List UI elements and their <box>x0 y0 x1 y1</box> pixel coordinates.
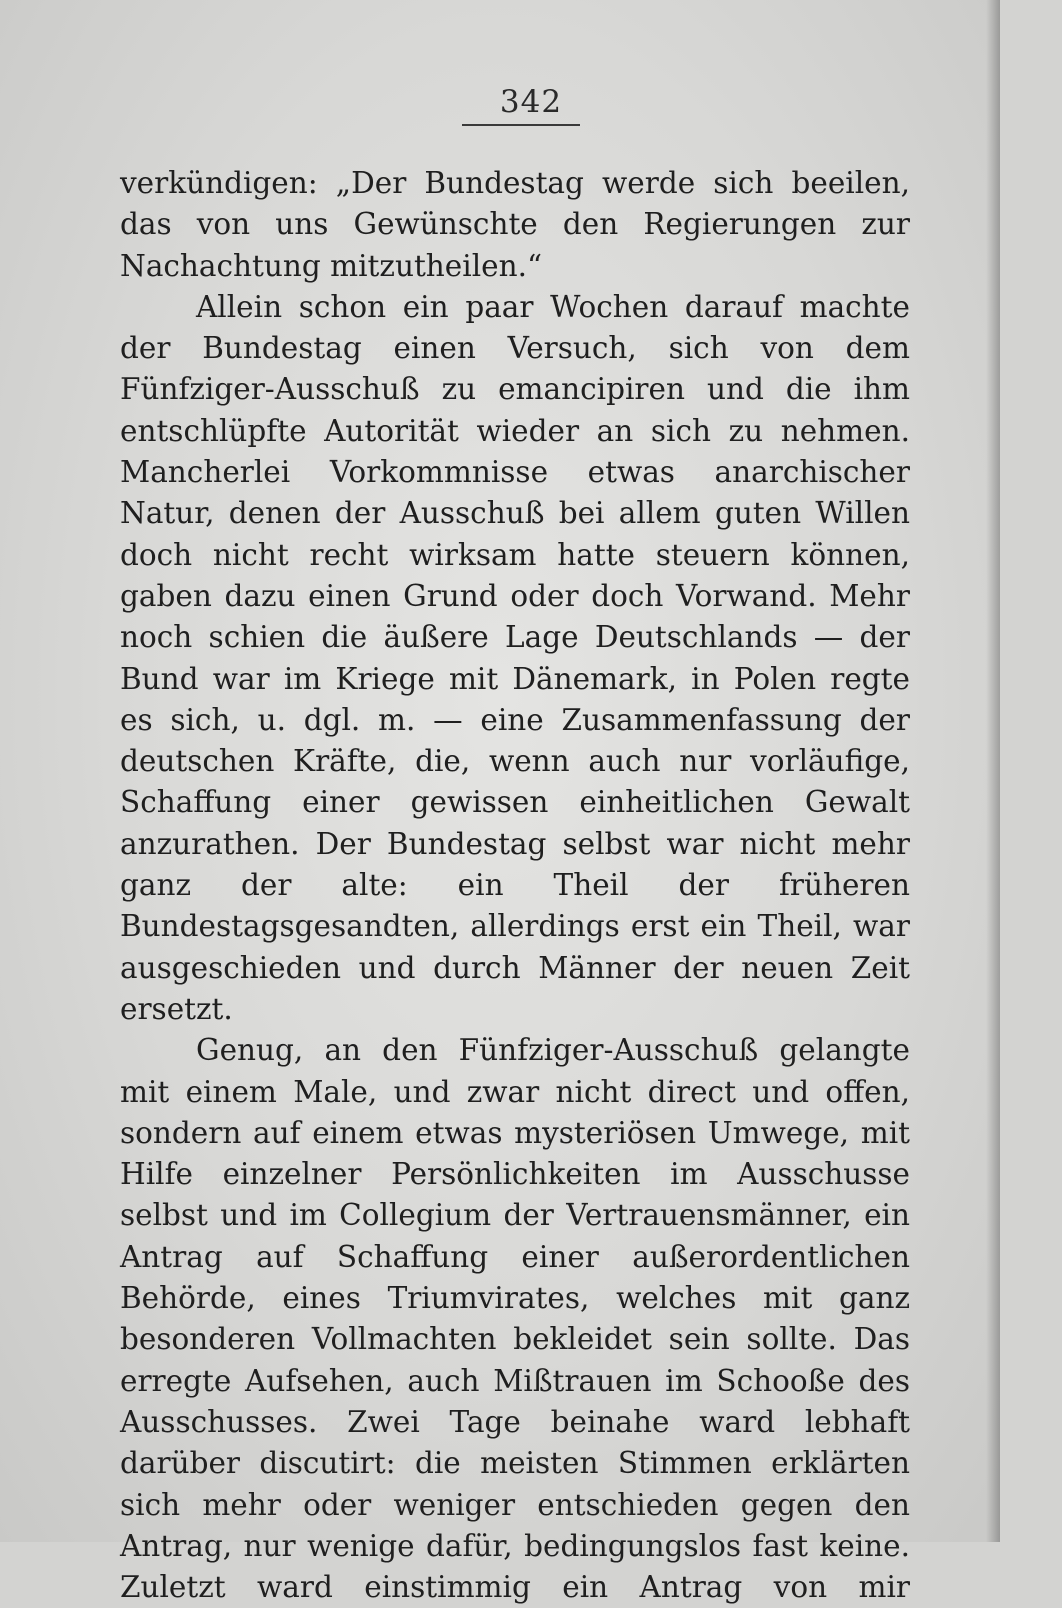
page-edge-shadow <box>986 0 1000 1542</box>
paragraph-antrag: Genug, an den Fünfziger-Ausschuß gelangte mit einem Male, und zwar nicht direct und offen, sondern auf einem etwas mysteriösen Umwege, mit Hilfe einzelner Persönlichkeiten im Ausschusse selbst und im Collegium der Vertrauensmänner, ein Antrag auf Schaffung einer außerordentlichen Behörde, eines Triumvirates, welches mit ganz besonderen Vollmachten bekleidet sein sollte. Das erregte Aufsehen, auch Mißtrauen im Schooße des Ausschusses. Zwei Tage beinahe ward lebhaft darüber discutirt: die meisten Stimmen erklärten sich mehr oder weniger entschieden gegen den Antrag, nur wenige dafür, bedingungslos fast keine. Zuletzt ward einstimmig ein Antrag von mir <box>120 1033 910 1605</box>
page-number-rule <box>462 124 580 126</box>
page-number: 342 <box>499 84 563 120</box>
paragraph-bundestag: Allein schon ein paar Wochen darauf machte der Bundestag einen Versuch, sich von dem Fünfziger-Ausschuß zu emancipiren und die ihm entschlüpfte Autorität wieder an sich zu nehmen. Mancherlei Vorkommnisse etwas anarchischer Natur, denen der Ausschuß bei allem guten Willen doch nicht recht wirksam hatte steuern können, gaben dazu einen Grund oder doch Vorwand. Mehr noch schien die äußere Lage Deutschlands — der Bund war im Kriege mit Dänemark, in Polen regte es sich, u. dgl. m. — eine Zusammenfassung der deutschen Kräfte, die, wenn auch nur vorläufige, Schaffung einer gewissen einheitlichen Gewalt anzurathen. Der Bundestag selbst war nicht mehr ganz der alte: ein Theil der früheren Bundestagsgesandten, allerdings erst ein Theil, war ausgeschieden und durch Männer der neuen Zeit ersetzt. <box>120 289 910 1026</box>
body-text <box>120 163 910 1608</box>
paragraph-continuation: verkündigen: „Der Bundestag werde sich beeilen, das von uns Gewünschte den Regierungen zur Nachachtung mitzutheilen.“ <box>120 166 910 283</box>
